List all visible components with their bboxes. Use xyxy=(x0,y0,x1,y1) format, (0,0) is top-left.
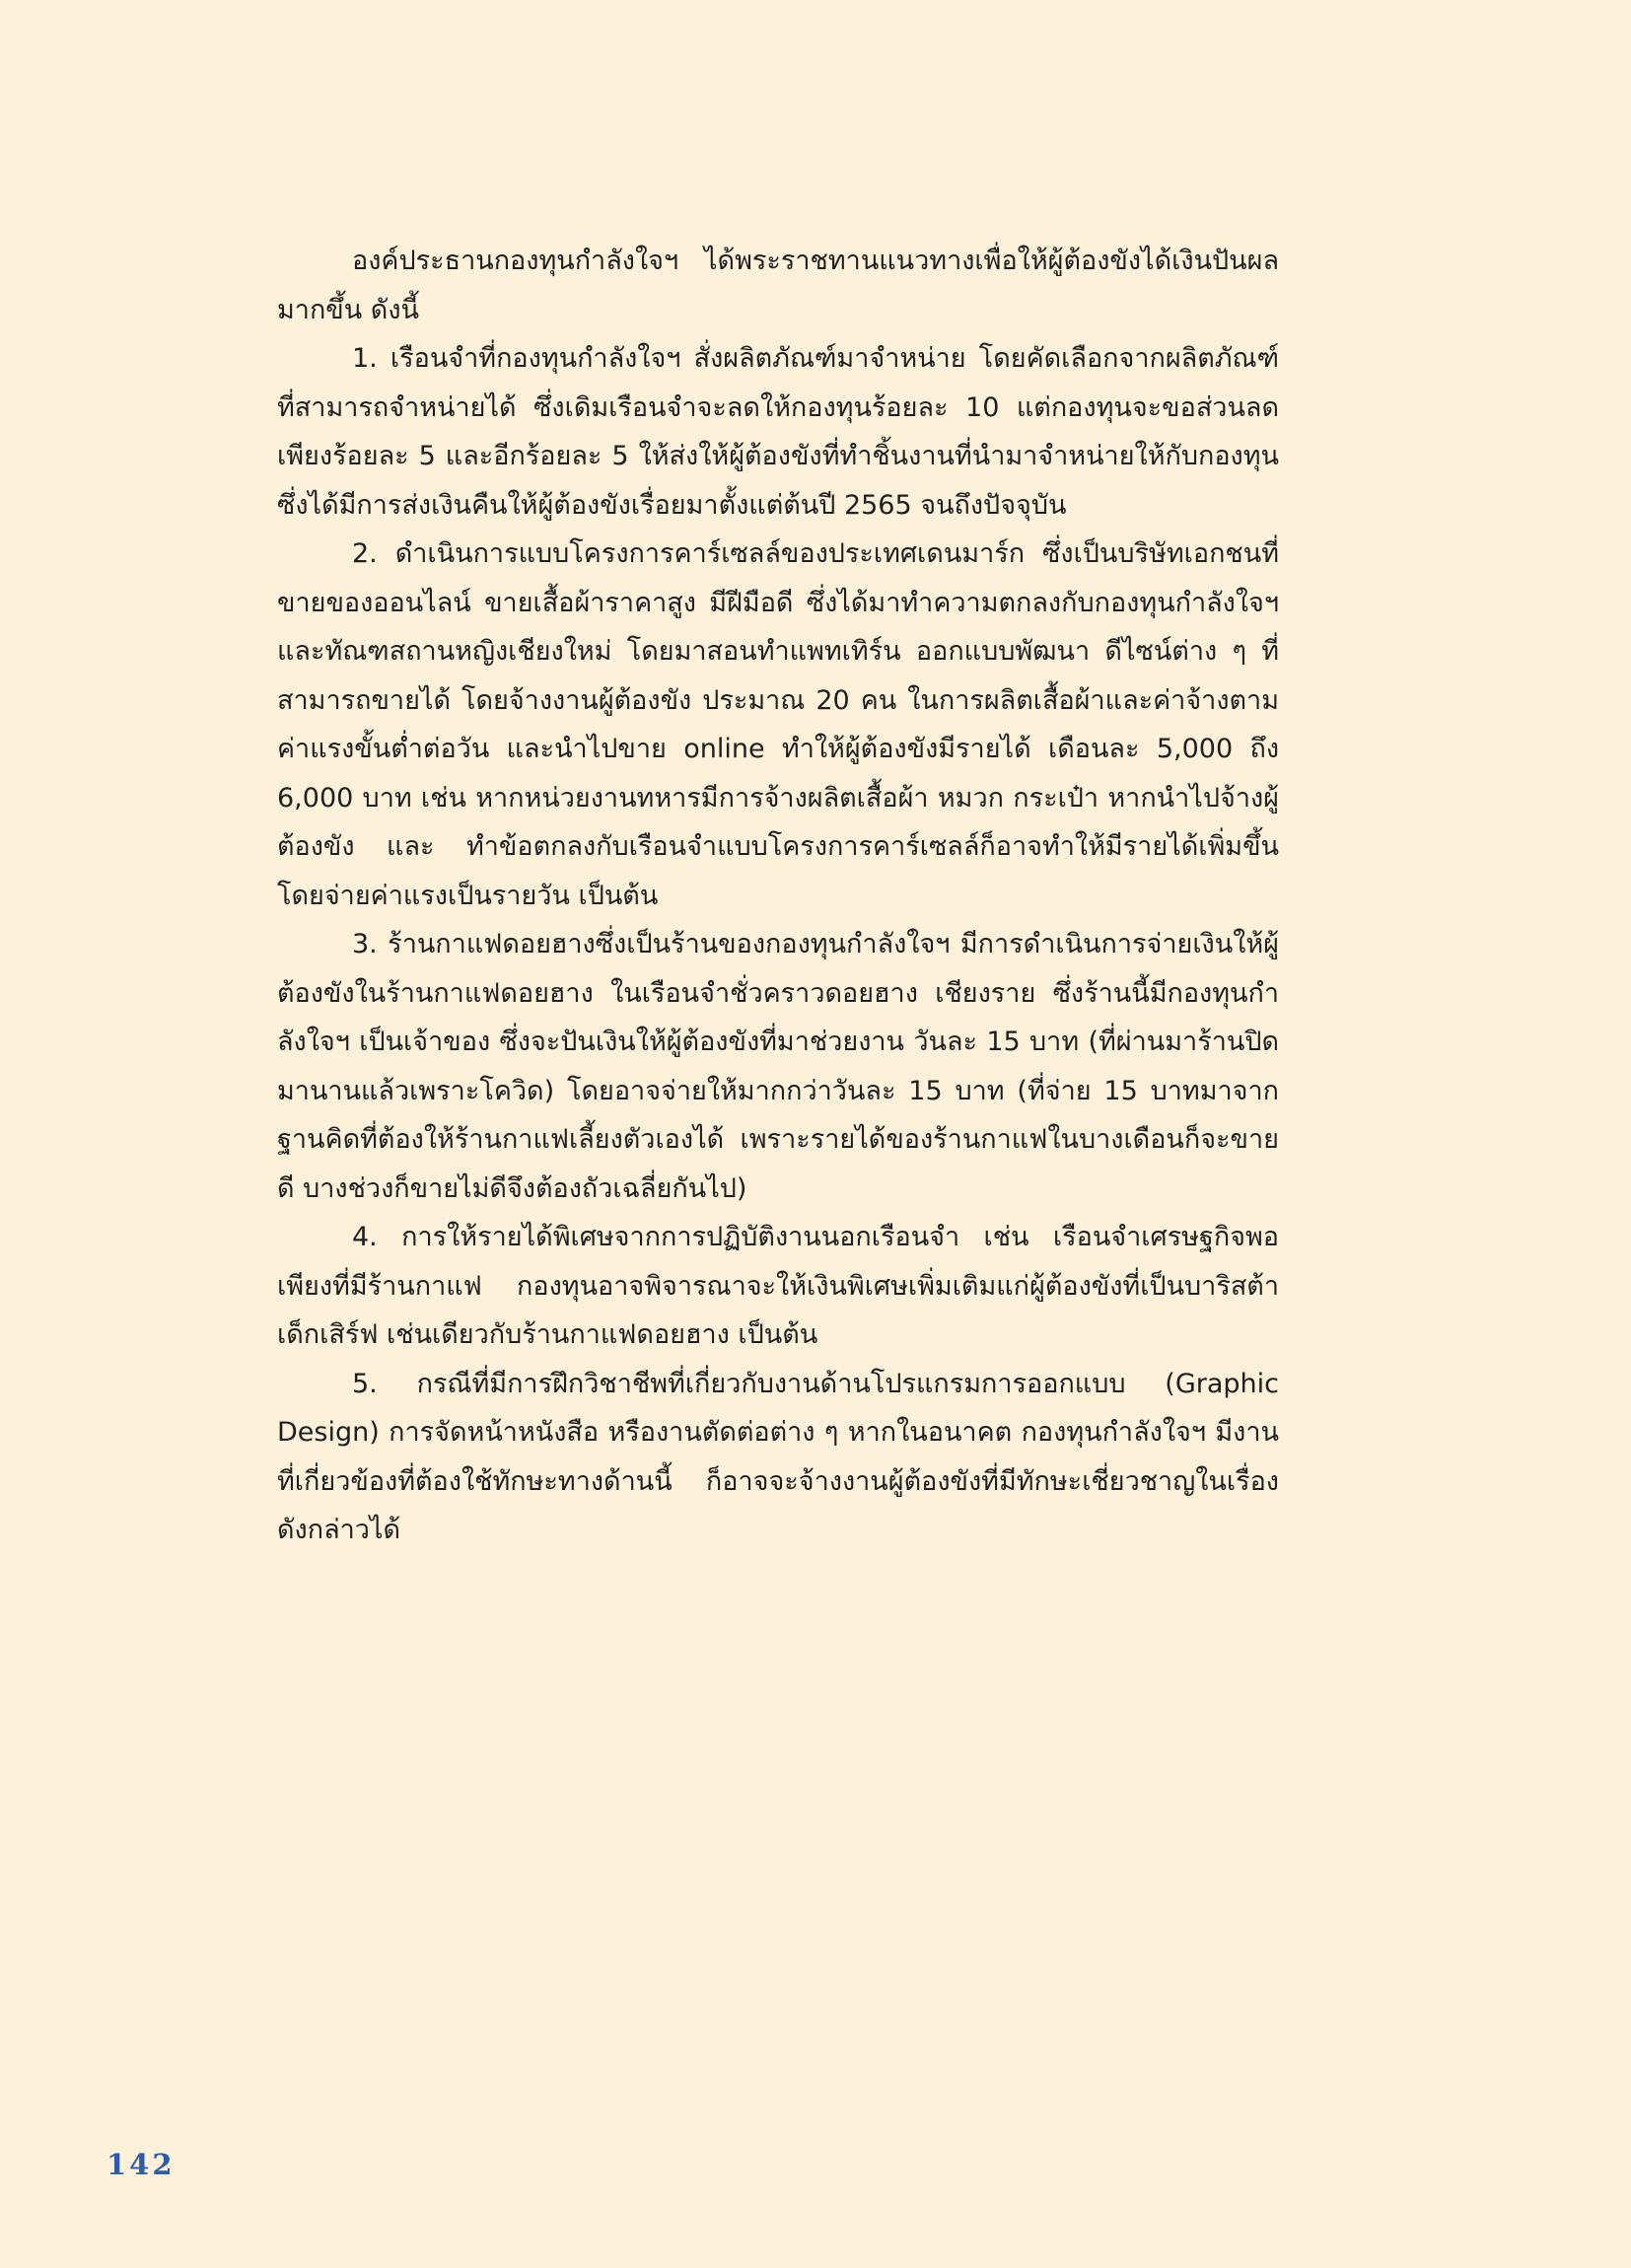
body-text xyxy=(277,237,1279,1555)
intro-paragraph: องค์ประธานกองทุนกำลังใจฯ ได้พระราชทานแนวทางเพื่อให้ผู้ต้องขังได้เงินปันผลมากขึ้น ดังนี้ xyxy=(277,246,1279,325)
item-2-paragraph: 2. ดำเนินการแบบโครงการคาร์เซลล์ของประเทศเดนมาร์ก ซึ่งเป็นบริษัทเอกชนที่ขายของออนไลน์ ขายเสื้อผ้าราคาสูง มีฝีมือดี ซึ่งได้มาทำความตกลงกับกองทุนกำลังใจฯ และทัณฑสถานหญิงเชียงใหม่ โดยมาสอนทำแพทเทิร์น ออกแบบพัฒนา ดีไซน์ต่าง ๆ ที่สามารถขายได้ โดยจ้างงานผู้ต้องขัง ประมาณ 20 คน ในการผลิตเสื้อผ้าและค่าจ้างตามค่าแรงขั้นต่ำต่อวัน และนำไปขาย online ทำให้ผู้ต้องขังมีรายได้ เดือนละ 5,000 ถึง 6,000 บาท เช่น หากหน่วยงานทหารมีการจ้างผลิตเสื้อผ้า หมวก กระเป๋า หากนำไปจ้างผู้ต้องขัง และ ทำข้อตกลงกับเรือนจำแบบโครงการคาร์เซลล์ก็อาจทำให้มีรายได้เพิ่มขึ้น โดยจ่ายค่าแรงเป็นรายวัน เป็นต้น xyxy=(277,538,1279,911)
item-1-paragraph: 1. เรือนจำที่กองทุนกำลังใจฯ สั่งผลิตภัณฑ์มาจำหน่าย โดยคัดเลือกจากผลิตภัณฑ์ที่สามารถจำหน่ายได้ ซึ่งเดิมเรือนจำจะลดให้กองทุนร้อยละ 10 แต่กองทุนจะขอส่วนลดเพียงร้อยละ 5 และอีกร้อยละ 5 ให้ส่งให้ผู้ต้องขังที่ทำชิ้นงานที่นำมาจำหน่ายให้กับกองทุน ซึ่งได้มีการส่งเงินคืนให้ผู้ต้องขังเรื่อยมาตั้งแต่ต้นปี 2565 จนถึงปัจจุบัน xyxy=(277,343,1279,521)
page-number: 142 xyxy=(106,2148,176,2181)
item-4-paragraph: 4. การให้รายได้พิเศษจากการปฏิบัติงานนอกเรือนจำ เช่น เรือนจำเศรษฐกิจพอเพียงที่มีร้านกาแฟ กองทุนอาจพิจารณาจะให้เงินพิเศษเพิ่มเติมแก่ผู้ต้องขังที่เป็นบาริสต้า เด็กเสิร์ฟ เช่นเดียวกับร้านกาแฟดอยฮาง เป็นต้น xyxy=(277,1222,1279,1350)
item-3-paragraph: 3. ร้านกาแฟดอยฮางซึ่งเป็นร้านของกองทุนกำลังใจฯ มีการดำเนินการจ่ายเงินให้ผู้ต้องขังในร้านกาแฟดอยฮาง ในเรือนจำชั่วคราวดอยฮาง เชียงราย ซึ่งร้านนี้มีกองทุนกำลังใจฯ เป็นเจ้าของ ซึ่งจะปันเงินให้ผู้ต้องขังที่มาช่วยงาน วันละ 15 บาท (ที่ผ่านมาร้านปิดมานานแล้วเพราะโควิด) โดยอาจจ่ายให้มากกว่าวันละ 15 บาท (ที่จ่าย 15 บาทมาจากฐานคิดที่ต้องให้ร้านกาแฟเลี้ยงตัวเองได้ เพราะรายได้ของร้านกาแฟในบางเดือนก็จะขายดี บางช่วงก็ขายไม่ดีจึงต้องถัวเฉลี่ยกันไป) xyxy=(277,929,1279,1204)
item-5-paragraph: 5. กรณีที่มีการฝึกวิชาชีพที่เกี่ยวกับงานด้านโปรแกรมการออกแบบ (Graphic Design) การจัดหน้าหนังสือ หรืองานตัดต่อต่าง ๆ หากในอนาคต กองทุนกำลังใจฯ มีงานที่เกี่ยวข้องที่ต้องใช้ทักษะทางด้านนี้ ก็อาจจะจ้างงานผู้ต้องขังที่มีทักษะเชี่ยวชาญในเรื่องดังกล่าวได้ xyxy=(277,1368,1279,1545)
